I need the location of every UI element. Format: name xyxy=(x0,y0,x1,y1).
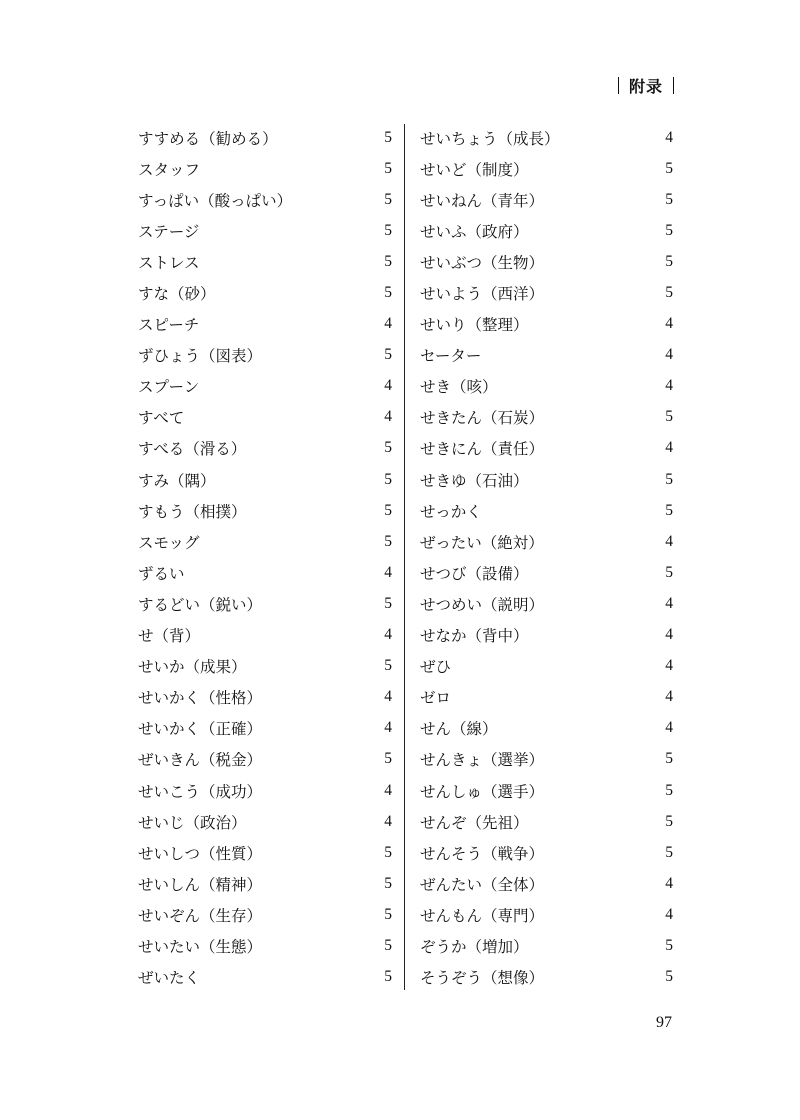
vocab-entry xyxy=(138,806,392,837)
vocab-level: 5 xyxy=(665,470,673,488)
vocab-word: せんしゅ（選手） xyxy=(420,782,545,801)
vocab-level: 4 xyxy=(384,688,392,706)
vocab-level: 5 xyxy=(384,657,392,675)
vocab-level: 5 xyxy=(384,439,392,457)
vocab-word: スプーン xyxy=(138,378,200,397)
vocab-entry xyxy=(138,246,392,277)
vocab-entry xyxy=(420,277,673,308)
vocab-level: 5 xyxy=(384,532,392,550)
vocab-word: ずるい xyxy=(138,564,185,583)
vocab-word: せつび（設備） xyxy=(420,564,529,583)
vocab-level: 5 xyxy=(665,501,673,519)
header-divider-left xyxy=(618,77,619,94)
vocab-level: 5 xyxy=(665,936,673,954)
vocab-level: 5 xyxy=(384,470,392,488)
vocab-entry xyxy=(420,930,673,961)
vocab-word: ぜったい（絶対） xyxy=(420,533,544,552)
vocab-level: 5 xyxy=(665,968,673,986)
vocab-level: 5 xyxy=(665,221,673,239)
vocab-word: すすめる（勧める） xyxy=(138,129,278,148)
vocab-entry xyxy=(138,930,392,961)
vocab-level: 5 xyxy=(665,190,673,208)
vocab-word: せいぶつ（生物） xyxy=(420,253,545,272)
vocab-entry xyxy=(420,402,673,433)
vocab-level: 5 xyxy=(665,408,673,426)
vocab-entry xyxy=(420,433,673,464)
vocab-level: 5 xyxy=(384,874,392,892)
vocab-word: せいじ（政治） xyxy=(138,813,247,832)
vocab-entry xyxy=(420,868,673,899)
vocab-entry xyxy=(420,464,673,495)
vocab-level: 5 xyxy=(665,563,673,581)
vocab-entry xyxy=(138,122,392,153)
vocab-entry xyxy=(138,962,392,993)
vocab-word: ぜひ xyxy=(420,658,452,677)
vocab-level: 4 xyxy=(665,905,673,923)
column-divider xyxy=(404,124,405,990)
vocab-word: スタッフ xyxy=(138,160,201,179)
vocab-entry xyxy=(420,309,673,340)
vocab-entry xyxy=(420,682,673,713)
vocab-word: そうぞう（想像） xyxy=(420,969,545,988)
vocab-entry xyxy=(420,744,673,775)
vocab-level: 5 xyxy=(665,750,673,768)
header-title: 附录 xyxy=(628,77,663,96)
vocab-entry xyxy=(138,277,392,308)
vocab-level: 5 xyxy=(665,159,673,177)
vocab-entry xyxy=(138,744,392,775)
vocab-word: すみ（隅） xyxy=(138,471,216,490)
vocab-level: 4 xyxy=(384,781,392,799)
vocab-word: ゼロ xyxy=(420,689,452,708)
vocab-entry xyxy=(138,184,392,215)
vocab-level: 4 xyxy=(665,657,673,675)
vocab-entry xyxy=(138,682,392,713)
vocab-level: 5 xyxy=(384,252,392,270)
vocab-word: せいぞん（生存） xyxy=(138,906,263,925)
vocab-entry xyxy=(420,215,673,246)
vocab-word: せいよう（西洋） xyxy=(420,285,545,304)
vocab-entry xyxy=(138,837,392,868)
vocab-column-right xyxy=(420,122,673,993)
vocab-entry xyxy=(420,122,673,153)
vocab-word: せんもん（専門） xyxy=(420,906,545,925)
vocab-word: せいかく（正確） xyxy=(138,720,263,739)
vocab-word: ストレス xyxy=(138,253,200,272)
vocab-level: 4 xyxy=(665,128,673,146)
vocab-level: 5 xyxy=(665,843,673,861)
vocab-level: 5 xyxy=(665,252,673,270)
vocab-level: 4 xyxy=(665,315,673,333)
vocab-level: 5 xyxy=(384,221,392,239)
vocab-word: せいしつ（性質） xyxy=(138,844,263,863)
vocab-word: ぜいきん（税金） xyxy=(138,751,263,770)
vocab-word: ぜいたく xyxy=(138,969,201,988)
vocab-word: すもう（相撲） xyxy=(138,502,247,521)
vocab-word: ぞうか（増加） xyxy=(420,937,529,956)
vocab-word: すべて xyxy=(138,409,185,428)
vocab-word: するどい（鋭い） xyxy=(138,595,263,614)
vocab-level: 5 xyxy=(384,346,392,364)
vocab-word: せいど（制度） xyxy=(420,160,529,179)
vocab-column-left xyxy=(138,122,392,993)
vocab-level: 4 xyxy=(665,346,673,364)
vocab-level: 5 xyxy=(384,594,392,612)
vocab-word: せん（線） xyxy=(420,720,498,739)
vocab-word: せ（背） xyxy=(138,627,201,646)
vocab-level: 4 xyxy=(665,594,673,612)
vocab-entry xyxy=(420,371,673,402)
vocab-level: 4 xyxy=(665,719,673,737)
vocab-entry xyxy=(138,651,392,682)
vocab-level: 5 xyxy=(384,750,392,768)
vocab-entry xyxy=(138,340,392,371)
vocab-entry xyxy=(420,153,673,184)
vocab-word: せいり（整理） xyxy=(420,316,529,335)
vocab-entry xyxy=(420,713,673,744)
vocab-level: 5 xyxy=(384,128,392,146)
vocab-word: せいたい（生態） xyxy=(138,937,263,956)
vocab-entry xyxy=(138,464,392,495)
vocab-entry xyxy=(420,340,673,371)
vocab-word: ずひょう（図表） xyxy=(138,347,263,366)
vocab-entry xyxy=(138,526,392,557)
vocab-word: せいねん（青年） xyxy=(420,191,545,210)
vocab-level: 4 xyxy=(665,439,673,457)
vocab-word: せいかく（性格） xyxy=(138,689,263,708)
header-divider-right xyxy=(673,77,674,94)
vocab-level: 4 xyxy=(384,719,392,737)
vocab-level: 5 xyxy=(384,905,392,923)
vocab-entry xyxy=(420,837,673,868)
vocab-word: せきたん（石炭） xyxy=(420,409,545,428)
vocab-word: せいこう（成功） xyxy=(138,782,263,801)
vocab-word: すな（砂） xyxy=(138,285,216,304)
vocab-word: スモッグ xyxy=(138,533,200,552)
vocab-level: 4 xyxy=(384,315,392,333)
vocab-entry xyxy=(138,402,392,433)
vocab-word: セーター xyxy=(420,347,482,366)
vocab-word: せきゆ（石油） xyxy=(420,471,529,490)
vocab-level: 4 xyxy=(384,812,392,830)
vocab-level: 4 xyxy=(665,532,673,550)
vocab-entry xyxy=(420,184,673,215)
vocab-entry xyxy=(420,495,673,526)
vocab-entry xyxy=(138,620,392,651)
vocab-level: 5 xyxy=(384,501,392,519)
page-number: 97 xyxy=(656,1014,672,1031)
vocab-entry xyxy=(138,153,392,184)
vocab-level: 5 xyxy=(384,159,392,177)
vocab-entry xyxy=(420,962,673,993)
vocab-level: 4 xyxy=(384,408,392,426)
vocab-entry xyxy=(138,713,392,744)
vocab-entry xyxy=(138,775,392,806)
vocab-level: 5 xyxy=(384,936,392,954)
vocab-word: せきにん（責任） xyxy=(420,440,545,459)
running-header xyxy=(618,74,674,97)
vocab-level: 4 xyxy=(665,377,673,395)
vocab-word: せなか（背中） xyxy=(420,627,529,646)
vocab-word: せつめい（説明） xyxy=(420,595,545,614)
vocab-level: 4 xyxy=(665,874,673,892)
vocab-word: せっかく xyxy=(420,502,482,521)
vocab-entry xyxy=(420,588,673,619)
vocab-level: 5 xyxy=(665,781,673,799)
vocab-word: ステージ xyxy=(138,222,200,241)
vocab-entry xyxy=(420,806,673,837)
vocab-entry xyxy=(420,246,673,277)
vocab-level: 5 xyxy=(384,968,392,986)
vocab-word: せんそう（戦争） xyxy=(420,844,545,863)
vocab-entry xyxy=(420,899,673,930)
vocab-entry xyxy=(420,620,673,651)
vocab-level: 5 xyxy=(384,843,392,861)
vocab-level: 5 xyxy=(384,284,392,302)
vocab-level: 5 xyxy=(665,812,673,830)
vocab-entry xyxy=(420,526,673,557)
vocab-entry xyxy=(420,651,673,682)
vocab-entry xyxy=(420,775,673,806)
vocab-level: 4 xyxy=(665,688,673,706)
vocab-word: スピーチ xyxy=(138,316,200,335)
vocab-entry xyxy=(138,495,392,526)
vocab-word: せいちょう（成長） xyxy=(420,129,560,148)
vocab-word: すべる（滑る） xyxy=(138,440,247,459)
vocab-level: 4 xyxy=(384,563,392,581)
vocab-word: せんきょ（選挙） xyxy=(420,751,545,770)
vocab-entry xyxy=(138,433,392,464)
vocab-entry xyxy=(138,309,392,340)
vocab-level: 4 xyxy=(384,626,392,644)
vocab-entry xyxy=(138,868,392,899)
vocab-word: せいふ（政府） xyxy=(420,222,529,241)
vocab-entry xyxy=(138,588,392,619)
vocab-word: ぜんたい（全体） xyxy=(420,875,545,894)
vocab-entry xyxy=(420,557,673,588)
vocab-word: せいしん（精神） xyxy=(138,875,263,894)
vocab-word: すっぱい（酸っぱい） xyxy=(138,191,293,210)
vocab-level: 5 xyxy=(384,190,392,208)
vocab-entry xyxy=(138,557,392,588)
vocab-entry xyxy=(138,371,392,402)
vocab-word: せき（咳） xyxy=(420,378,498,397)
vocab-entry xyxy=(138,215,392,246)
vocab-word: せんぞ（先祖） xyxy=(420,813,529,832)
vocab-level: 4 xyxy=(384,377,392,395)
vocab-level: 4 xyxy=(665,626,673,644)
vocab-entry xyxy=(138,899,392,930)
vocab-word: せいか（成果） xyxy=(138,658,247,677)
vocab-level: 5 xyxy=(665,284,673,302)
